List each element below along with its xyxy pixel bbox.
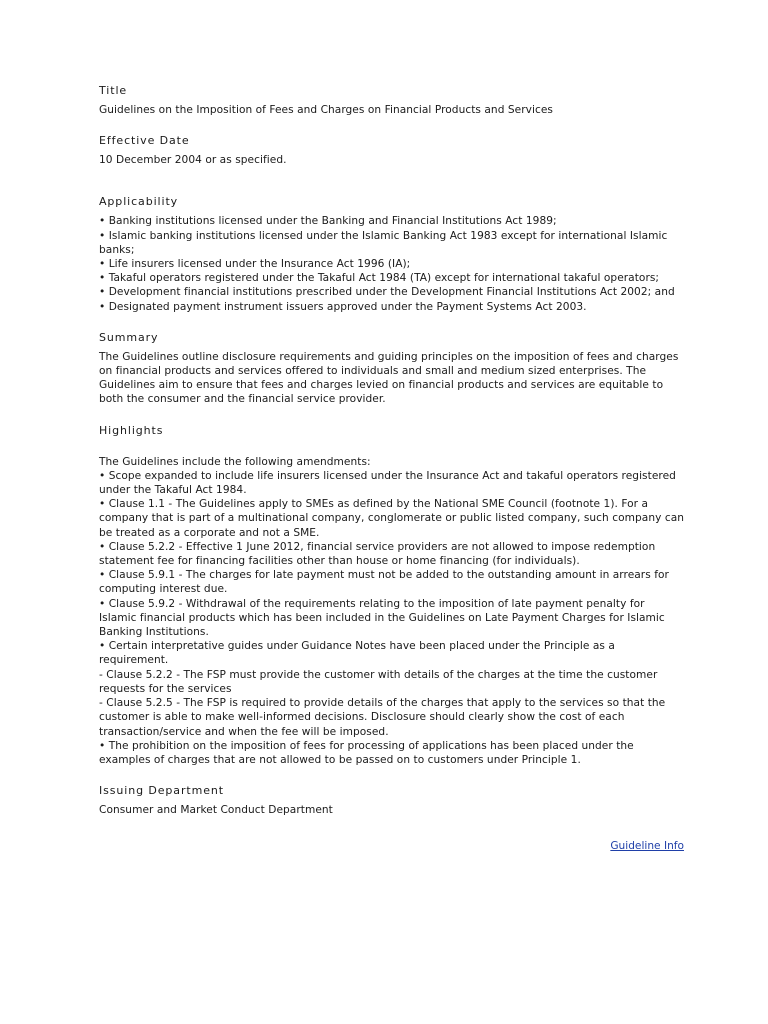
summary-heading: Summary [99,330,159,344]
list-item: • Development financial institutions prescribed under the Development Financial Institutions Act 2002; and [99,286,675,299]
highlights-intro: The Guidelines include the following amendments: [99,455,371,468]
guideline-info-link[interactable]: Guideline Info [610,840,684,853]
list-item: • Islamic banking institutions licensed under the Islamic Banking Act 1983 except for international Islamic banks; [99,229,668,256]
summary-text: The Guidelines outline disclosure requirements and guiding principles on the imposition of fees and charges on financial products and services offered to individuals and small and medium sized enterprises. The Guidelines aim to ensure that fees and charges levied on financial products and services are equitable to both the consumer and the financial service provider. [99,350,679,406]
highlights-heading: Highlights [99,423,164,437]
applicability-list [99,214,684,313]
list-item: • Clause 5.9.2 - Withdrawal of the requirements relating to the imposition of late payment penalty for Islamic financial products which has been included in the Guidelines on Late Payment Charges for Islamic Banking Institutions. [99,597,665,639]
list-item: - Clause 5.2.2 - The FSP must provide the customer with details of the charges at the time the customer requests for the services [99,668,658,695]
highlights-list [99,469,684,767]
title-text: Guidelines on the Imposition of Fees and Charges on Financial Products and Services [99,104,553,116]
list-item: • Certain interpretative guides under Guidance Notes have been placed under the Principle as a requirement. [99,640,615,667]
list-item: • Life insurers licensed under the Insurance Act 1996 (IA); [99,258,411,271]
list-item: • Banking institutions licensed under the Banking and Financial Institutions Act 1989; [99,215,557,228]
list-item: • Clause 1.1 - The Guidelines apply to SMEs as defined by the National SME Council (footnote 1). For a company that is part of a multinational company, conglomerate or public listed company, such company can be treated as a corporate and not a SME. [99,498,684,539]
issuing-department-heading: Issuing Department [99,784,224,798]
list-item: • Clause 5.2.2 - Effective 1 June 2012, financial service providers are not allowed to impose redemption statement fee for financing facilities other than house or home financing (for individuals). [99,540,656,568]
issuing-department-text: Consumer and Market Conduct Department [99,804,333,817]
effective-date-text: 10 December 2004 or as specified. [99,154,287,167]
list-item: • Takaful operators registered under the Takaful Act 1984 (TA) except for international takaful operators; [99,272,660,285]
guideline-info-row [99,834,684,853]
list-item: • Clause 5.9.1 - The charges for late payment must not be added to the outstanding amount in arrears for computing interest due. [99,569,669,596]
list-item: • The prohibition on the imposition of fees for processing of applications has been placed under the examples of charges that are not allowed to be passed on to customers under Principle 1. [99,739,634,766]
document-body [99,84,684,853]
effective-date-heading: Effective Date [99,134,190,148]
title-heading: Title [99,84,128,97]
list-item: • Designated payment instrument issuers approved under the Payment Systems Act 2003. [99,300,587,313]
list-item: • Scope expanded to include life insurers licensed under the Insurance Act and takaful operators registered under the Takaful Act 1984. [99,469,676,497]
applicability-heading: Applicability [99,195,179,209]
list-item: - Clause 5.2.5 - The FSP is required to provide details of the charges that apply to the services so that the customer is able to make well-informed decisions. Disclosure should clearly show the cost of each transaction/service and when the fee will be imposed. [99,697,666,738]
